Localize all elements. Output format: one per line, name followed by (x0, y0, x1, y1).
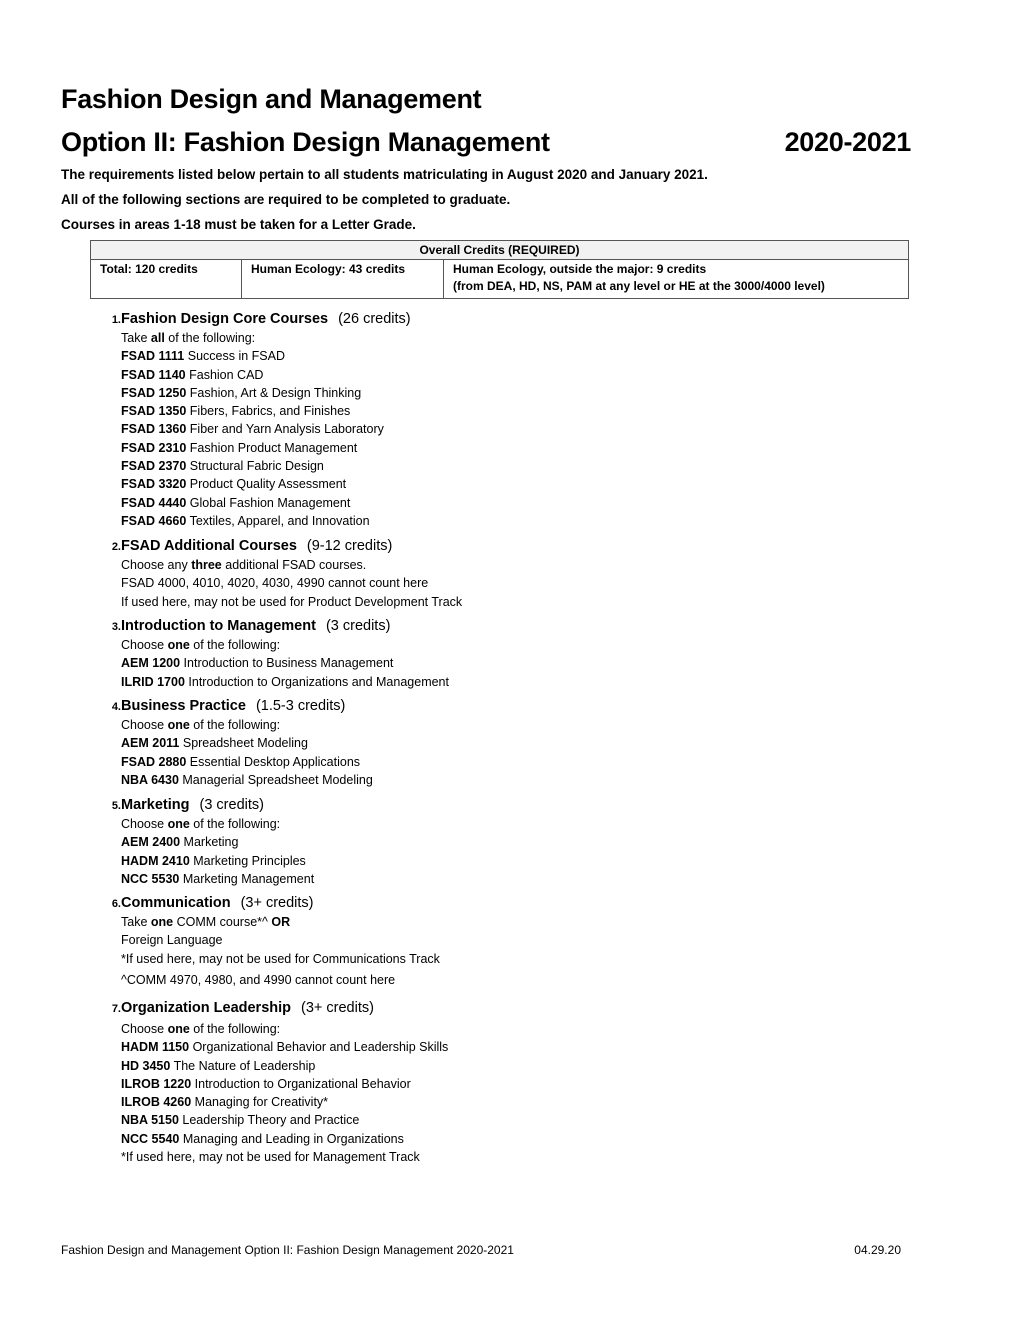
course-code: HD 3450 (121, 1058, 171, 1073)
course-title: Managing and Leading in Organizations (182, 1131, 404, 1146)
section-details (61, 815, 911, 888)
course-title: Organizational Behavior and Leadership Skills (192, 1040, 449, 1055)
course-item (121, 833, 911, 851)
course-code: FSAD 2370 (121, 459, 187, 474)
course-code: AEM 1200 (121, 656, 181, 671)
instruction-emphasis: one (150, 915, 174, 929)
course-title: Global Fashion Management (189, 495, 351, 510)
course-item (121, 870, 911, 888)
section-instruction (121, 636, 911, 654)
section-details (61, 1018, 911, 1166)
section-details (61, 716, 911, 789)
course-item (121, 1075, 911, 1093)
course-code: AEM 2400 (121, 835, 181, 850)
requirement-section (61, 309, 911, 530)
course-code: ILROB 4260 (121, 1095, 192, 1110)
course-title: Fibers, Fabrics, and Finishes (189, 404, 351, 419)
course-item (121, 457, 911, 475)
instruction-text: of the following: (189, 718, 281, 732)
course-code: FSAD 1250 (121, 385, 187, 400)
section-instruction (121, 716, 911, 734)
section-name: Communication (121, 895, 231, 911)
course-code: FSAD 4440 (121, 495, 187, 510)
intro-line: Courses in areas 1-18 must be taken for a Letter Grade. (61, 217, 416, 232)
course-code: NCC 5530 (121, 871, 180, 886)
section-details (61, 636, 911, 691)
section-details (61, 556, 911, 611)
instruction-text: of the following: (189, 638, 281, 652)
course-title: Textiles, Apparel, and Innovation (189, 513, 370, 528)
section-number-text: 5. (111, 800, 121, 812)
instruction-text: COMM course*^ (173, 915, 272, 929)
instruction-text: of the following: (164, 331, 256, 345)
page-title: Fashion Design and Management (61, 84, 482, 114)
course-item (121, 852, 911, 870)
course-title: The Nature of Leadership (173, 1058, 316, 1073)
section-heading (61, 536, 911, 556)
section-note: ^COMM 4970, 4980, and 4990 cannot count here (121, 972, 396, 987)
instruction-emphasis: three (191, 558, 222, 572)
course-item (121, 366, 911, 384)
section-credits: (3+ credits) (240, 895, 314, 911)
requirement-section (61, 893, 911, 989)
requirement-section (61, 998, 911, 1166)
total-credits-cell: Total: 120 credits (91, 260, 242, 299)
course-code: FSAD 2880 (121, 754, 187, 769)
section-instruction (121, 1020, 911, 1038)
section-heading (61, 795, 911, 815)
course-item (121, 512, 911, 530)
course-item (121, 347, 911, 365)
course-title: Managerial Spreadsheet Modeling (182, 772, 373, 787)
page-footer (61, 1243, 901, 1257)
course-code: AEM 2011 (121, 736, 180, 751)
section-note: Foreign Language (121, 933, 223, 948)
course-item (121, 1093, 911, 1111)
course-code: HADM 2410 (121, 853, 190, 868)
section-instruction (121, 913, 911, 931)
academic-year: 2020-2021 (784, 127, 911, 157)
course-item (121, 1038, 911, 1056)
outside-major-credits: Human Ecology, outside the major: 9 credits (453, 262, 707, 276)
section-heading (61, 309, 911, 329)
course-code: FSAD 4660 (121, 513, 187, 528)
instruction-emphasis: one (167, 718, 190, 732)
course-title: Marketing Management (182, 871, 315, 886)
instruction-text: Choose (121, 1022, 168, 1036)
section-number-text: 4. (111, 701, 121, 713)
course-title: Essential Desktop Applications (189, 754, 361, 769)
course-item (121, 673, 911, 691)
credits-table-header: Overall Credits (REQUIRED) (91, 241, 909, 260)
section-instruction (121, 556, 911, 574)
requirement-section (61, 536, 911, 611)
course-item (121, 494, 911, 512)
instruction-text: Choose any (121, 558, 192, 572)
course-title: Product Quality Assessment (189, 477, 347, 492)
section-credits: (1.5-3 credits) (255, 698, 346, 714)
footer-text: Fashion Design and Management Option II: Fashion Design Management 2020-2021 (61, 1243, 514, 1257)
course-title: Marketing (183, 835, 239, 850)
section-number (61, 310, 121, 330)
course-title: Success in FSAD (187, 349, 285, 364)
course-title: Marketing Principles (193, 853, 306, 868)
course-item (121, 654, 911, 672)
page-subtitle (61, 127, 911, 158)
instruction-text: Take (121, 331, 151, 345)
course-title: Fashion Product Management (189, 440, 358, 455)
section-number-text: 7. (111, 1003, 121, 1015)
section-instruction (121, 329, 911, 347)
requirement-section (61, 616, 911, 691)
footer-date: 04.29.20 (854, 1243, 901, 1257)
instruction-text: Choose (121, 638, 168, 652)
section-number (61, 894, 121, 914)
section-name: Fashion Design Core Courses (121, 311, 329, 327)
course-code: FSAD 1140 (121, 367, 186, 382)
instruction-emphasis: OR (271, 915, 291, 929)
requirement-section (61, 795, 911, 888)
human-ecology-credits-cell: Human Ecology: 43 credits (242, 260, 444, 299)
course-item (121, 1057, 911, 1075)
option-title: Option II: Fashion Design Management (61, 127, 550, 157)
course-item (121, 439, 911, 457)
instruction-emphasis: one (167, 1022, 190, 1036)
instruction-text: Choose (121, 817, 168, 831)
section-credits: (3 credits) (199, 797, 264, 813)
section-note: If used here, may not be used for Product Development Track (121, 594, 463, 609)
intro-line: All of the following sections are required to be completed to graduate. (61, 192, 511, 207)
course-title: Structural Fabric Design (189, 459, 324, 474)
course-item (121, 420, 911, 438)
course-title: Introduction to Organizational Behavior (194, 1076, 411, 1091)
section-credits: (3 credits) (325, 618, 391, 634)
section-credits: (9-12 credits) (306, 538, 393, 554)
section-heading (61, 696, 911, 716)
section-number (61, 999, 121, 1019)
course-title: Fiber and Yarn Analysis Laboratory (189, 422, 384, 437)
course-title: Fashion CAD (189, 367, 264, 382)
course-item (121, 1111, 911, 1129)
course-code: NBA 6430 (121, 772, 179, 787)
section-number (61, 617, 121, 637)
section-number-text: 1. (111, 314, 121, 326)
instruction-text: additional FSAD courses. (221, 558, 367, 572)
instruction-text: Take (121, 915, 151, 929)
course-item (121, 384, 911, 402)
section-credits: (26 credits) (338, 311, 411, 327)
course-code: ILROB 1220 (121, 1076, 192, 1091)
section-note: FSAD 4000, 4010, 4020, 4030, 4990 cannot count here (121, 576, 429, 591)
section-name: Marketing (121, 797, 190, 813)
course-title: Introduction to Organizations and Management (188, 674, 449, 689)
outside-major-credits-cell (444, 260, 909, 299)
course-title: Managing for Creativity* (194, 1095, 329, 1110)
section-name: Introduction to Management (121, 618, 316, 634)
course-item (121, 753, 911, 771)
section-credits: (3+ credits) (301, 1000, 374, 1016)
course-item (121, 475, 911, 493)
section-heading (61, 893, 911, 913)
section-note: *If used here, may not be used for Communications Track (121, 951, 440, 966)
course-code: FSAD 1360 (121, 422, 187, 437)
instruction-emphasis: one (167, 638, 190, 652)
section-number-text: 6. (111, 898, 121, 910)
course-code: HADM 1150 (121, 1040, 190, 1055)
course-title: Leadership Theory and Practice (182, 1113, 360, 1128)
section-name: Organization Leadership (121, 1000, 291, 1016)
section-number (61, 697, 121, 717)
section-details (61, 913, 911, 989)
intro-line: The requirements listed below pertain to all students matriculating in August 2020 and January 2021. (61, 167, 708, 182)
section-instruction (121, 815, 911, 833)
section-number (61, 796, 121, 816)
section-number-text: 3. (111, 621, 121, 633)
section-number (61, 537, 121, 557)
instruction-text: of the following: (189, 1022, 281, 1036)
section-number-text: 2. (111, 541, 121, 553)
course-item (121, 771, 911, 789)
course-item (121, 402, 911, 420)
instruction-emphasis: one (167, 817, 190, 831)
course-code: ILRID 1700 (121, 674, 185, 689)
section-name: FSAD Additional Courses (121, 538, 297, 554)
instruction-text: of the following: (189, 817, 281, 831)
course-item (121, 734, 911, 752)
section-note: *If used here, may not be used for Management Track (121, 1150, 420, 1165)
course-code: NBA 5150 (121, 1113, 179, 1128)
overall-credits-table (90, 240, 909, 299)
course-title: Spreadsheet Modeling (182, 736, 308, 751)
section-details (61, 329, 911, 530)
course-code: FSAD 1350 (121, 404, 187, 419)
course-code: FSAD 2310 (121, 440, 187, 455)
section-heading (61, 616, 911, 636)
instruction-emphasis: all (150, 331, 165, 345)
section-name: Business Practice (121, 698, 246, 714)
section-heading (61, 998, 911, 1018)
course-code: FSAD 3320 (121, 477, 187, 492)
course-code: FSAD 1111 (121, 349, 185, 364)
outside-major-note: (from DEA, HD, NS, PAM at any level or HE at the 3000/4000 level) (453, 279, 825, 293)
instruction-text: Choose (121, 718, 168, 732)
course-item (121, 1130, 911, 1148)
course-code: NCC 5540 (121, 1131, 180, 1146)
course-title: Introduction to Business Management (183, 656, 394, 671)
requirement-section (61, 696, 911, 789)
course-title: Fashion, Art & Design Thinking (189, 385, 362, 400)
